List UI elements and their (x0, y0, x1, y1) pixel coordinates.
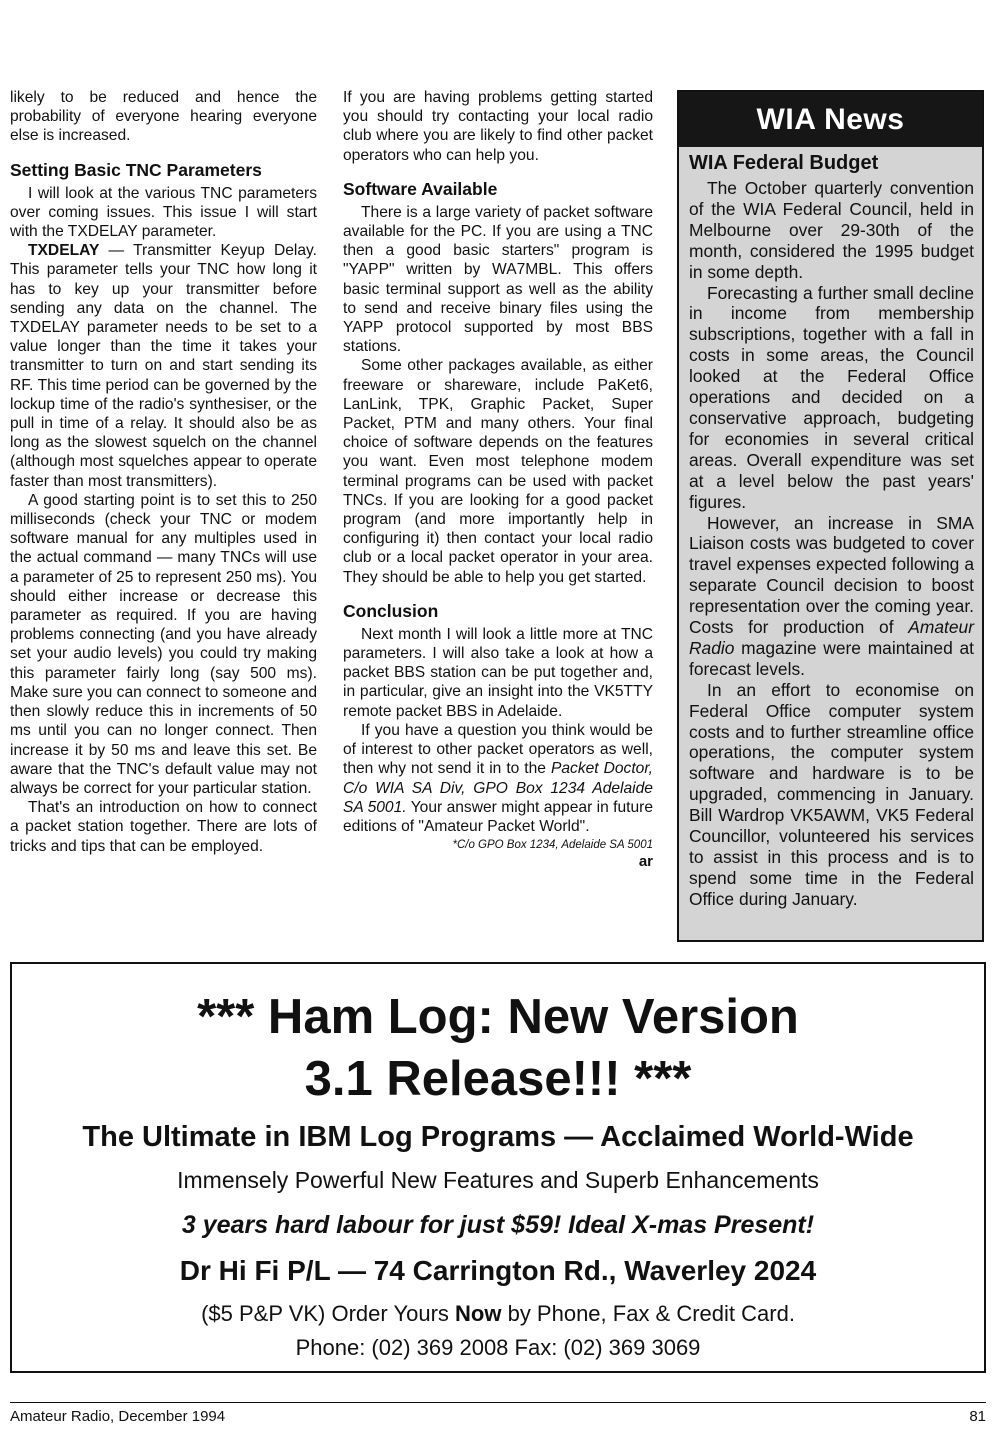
ad-order-text: ($5 P&P VK) Order Yours (201, 1301, 456, 1326)
paragraph-contact (343, 721, 653, 836)
paragraph: Some other packages available, as either freeware or shareware, include PaKet6, LanLink, TPK, Graphic Packet, Super Packet, PTM and many others. Your final choice of software depends on the features you want. Even most telephone modem terminal programs can be used with packet TNCs. If you are looking for a good packet program (and more importantly help in configuring it) then contact your local radio club or a local packet operator in your area. They should be able to help you get started. (343, 357, 653, 586)
ad-order-line (12, 1300, 984, 1328)
wia-news-title: WIA Federal Budget (689, 152, 879, 174)
ad-title-line-1: *** Ham Log: New Version (197, 990, 799, 1044)
article-signoff: ar (638, 853, 653, 871)
footer-publication: Amateur Radio, December 1994 (10, 1408, 226, 1425)
ad-order-text: by Phone, Fax & Credit Card. (501, 1301, 795, 1326)
ad-features: Immensely Powerful New Features and Superb Enhancements (177, 1167, 819, 1193)
paragraph: There is a large variety of packet software available for the PC. If you are using a TNC then a good basic starters" program is "YAPP" written by WA7MBL. This offers basic terminal support as well as the ability to send and receive binary files using the YAPP protocol supported by most BBS stations. (343, 203, 653, 356)
paragraph: In an effort to economise on Federal Office computer system costs and to further streamline office operations, the computer system software and hardware is to be upgraded, commencing in January. Bill Wardrop VK5AWM, VK5 Federal Councillor, volunteered his services to assist in this process and is to spend some time in the Federal Office during January. (689, 679, 974, 909)
wia-news-header: WIA News (679, 92, 982, 147)
paragraph: A good starting point is to set this to 250 milliseconds (check your TNC or modem software manual for any multiples used in the actual command — many TNCs will use a parameter of 25 to represent 250 ms). You should either increase or decrease this parameter as required. If you are having problems connecting (and you have already set your audio levels) you could try making this parameter fairly long (say 500 ms). Make sure you can connect to someone and then slowly reduce this in increments of 50 ms until you can no longer connect. Then increase it by 50 ms and leave this set. Be aware that the TNC's default value may not always be correct for your particular station. (10, 491, 317, 797)
article-column-1 (10, 88, 317, 856)
paragraph-text: If you have a question you think would be of interest to other packet operators as well, then why not send it in to the (343, 721, 653, 778)
magazine-name: Amateur Radio (689, 617, 974, 658)
term-txdelay: TXDELAY (28, 242, 100, 260)
paragraph-text: — Transmitter Keyup Delay. This parameter tells your TNC how long it has to key up your transmitter before sending any data on the channel. The TXDELAY parameter needs to be set to a value longer than the time it takes your transmitter to turn on and start sending its RF. This time period can be governed by the lockup time of the radio's synthesiser, or the pull in time of a relay. It should also be as long as the slowest squelch on the channel (although most squelches appear to operate faster than most transmitters). (10, 242, 317, 490)
paragraph (689, 513, 974, 680)
paragraph: likely to be reduced and hence the probability of everyone hearing everyone else is increased. (10, 89, 317, 145)
paragraph-text: However, an increase in SMA Liaison costs was budgeted to cover travel expenses expected following a separate Council decision to boost representation over the coming year. Costs for production of (689, 512, 974, 638)
section-heading-conclusion: Conclusion (343, 600, 439, 621)
postal-address: Packet Doctor, C/o WIA SA Div, GPO Box 1234 Adelaide SA 5001. (343, 760, 653, 816)
ad-address: Dr Hi Fi P/L — 74 Carrington Rd., Waverley 2024 (179, 1255, 817, 1286)
paragraph: If you are having problems getting started you should try contacting your local radio club where you are likely to find other packet operators who can help you. (343, 89, 653, 164)
ad-title-line-2: 3.1 Release!!! *** (304, 1052, 692, 1106)
article-column-2 (343, 88, 653, 871)
paragraph: That's an introduction on how to connect a packet station together. There are lots of tricks and tips that can be employed. (10, 799, 317, 855)
paragraph: Next month I will look a little more at TNC parameters. I will also take a look at how a packet BBS station can be put together and, in particular, give an insight into the VK5TTY remote packet BBS in Adelaide. (343, 625, 653, 720)
section-heading-tnc-parameters: Setting Basic TNC Parameters (10, 159, 262, 180)
wia-news-body (679, 147, 982, 910)
ad-order-now: Now (455, 1301, 502, 1326)
paragraph: The October quarterly convention of the WIA Federal Council, held in Melbourne over 29-30th of the month, considered the 1995 budget in some depth. (689, 178, 974, 282)
ad-offer: 3 years hard labour for just $59! Ideal X-mas Present! (181, 1211, 815, 1239)
ad-subtitle: The Ultimate in IBM Log Programs — Acclaimed World-Wide (82, 1121, 914, 1153)
paragraph-text: magazine were maintained at forecast levels. (689, 637, 974, 679)
ad-phone-fax: Phone: (02) 369 2008 Fax: (02) 369 3069 (295, 1335, 701, 1360)
author-footnote: *C/o GPO Box 1234, Adelaide SA 5001 (452, 839, 653, 852)
wia-news-box (677, 90, 984, 942)
section-heading-software: Software Available (343, 178, 498, 199)
footer-divider (10, 1402, 986, 1403)
footer-page-number: 81 (969, 1408, 986, 1425)
paragraph: Forecasting a further small decline in income from membership subscriptions, together with a fall in costs in some areas, the Council looked at the Federal Office operations and decided on a conservative approach, budgeting for economies in several critical areas. Overall expenditure was set at a level below the past years' figures. (689, 282, 974, 512)
hamlog-advertisement (10, 962, 986, 1373)
paragraph: I will look at the various TNC parameters over coming issues. This issue I will start with the TXDELAY parameter. (10, 184, 317, 241)
paragraph-text: Your answer might appear in future editions of "Amateur Packet World". (343, 798, 654, 835)
paragraph-txdelay (10, 241, 317, 491)
